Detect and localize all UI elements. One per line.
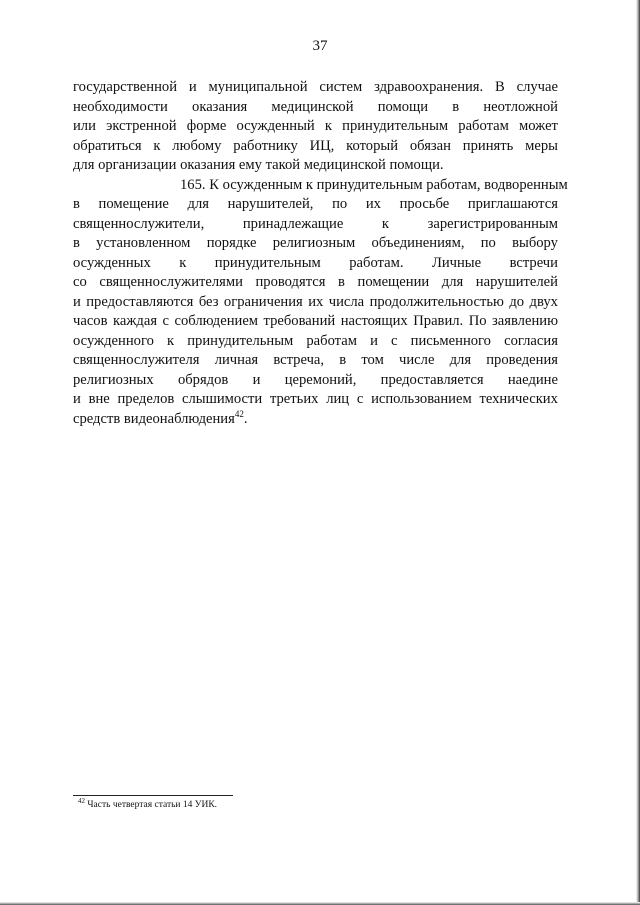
word: настоящих	[340, 313, 408, 329]
word: помещении	[357, 274, 430, 290]
text-line	[73, 371, 558, 391]
word: помещение	[98, 196, 169, 212]
text-line	[73, 312, 558, 332]
word: к	[179, 254, 187, 271]
word: экстренной	[106, 118, 177, 134]
word: приглашаются	[467, 196, 558, 212]
word: без	[198, 293, 219, 310]
paragraph-165	[73, 176, 568, 430]
word: требований	[263, 313, 336, 329]
footnote-number: 42	[78, 796, 85, 805]
word: по	[480, 235, 496, 251]
word: зарегистрированным	[427, 215, 558, 232]
text-line	[73, 195, 558, 215]
word: порядке	[206, 235, 257, 251]
word: церемоний,	[284, 371, 357, 388]
word: объединениям,	[371, 235, 465, 251]
word: который	[346, 137, 399, 154]
word: необходимости	[73, 98, 168, 115]
word: осужденный	[236, 118, 315, 134]
word: проведения	[486, 352, 558, 368]
word: обязан	[409, 137, 451, 154]
text-line: для организации оказания ему такой медицинской помощи.	[73, 157, 444, 173]
word: к	[324, 118, 332, 134]
word: и	[73, 391, 81, 407]
text-line	[73, 234, 558, 254]
text-line	[73, 137, 558, 157]
word: принудительным	[214, 254, 321, 271]
word: в	[452, 98, 460, 115]
word: для	[441, 274, 464, 290]
word: принадлежащие	[242, 215, 344, 232]
word: просьбе	[399, 196, 450, 212]
word: и	[73, 293, 81, 310]
word: для	[187, 196, 209, 212]
word: в	[339, 352, 347, 368]
word: пределов	[117, 391, 175, 407]
footnote-reference[interactable]: 42	[234, 408, 244, 419]
word: для	[449, 352, 472, 368]
text-line	[73, 78, 558, 98]
word: встреча,	[273, 352, 325, 368]
word: соблюдением	[174, 313, 259, 329]
word: обратиться	[73, 137, 142, 154]
word: до	[509, 293, 525, 310]
word: и	[370, 332, 378, 349]
word: с	[356, 391, 364, 407]
word: вне	[88, 391, 110, 407]
word: в	[338, 274, 345, 290]
word: и	[252, 371, 261, 388]
footnote	[78, 796, 218, 810]
body-text	[73, 78, 568, 429]
word: принудительным	[342, 118, 449, 134]
word: со	[73, 274, 87, 290]
word: продолжительностью	[369, 293, 504, 310]
word: работнику	[233, 137, 298, 154]
word: нарушителей,	[227, 196, 314, 212]
text-line	[73, 351, 558, 371]
word: неотложной	[483, 98, 558, 115]
word: или	[73, 118, 96, 134]
word: их	[308, 293, 324, 310]
word: ИЦ,	[309, 137, 335, 154]
text-line	[73, 332, 558, 352]
word: к	[153, 137, 161, 154]
word: с	[391, 332, 398, 349]
word: проводятся	[255, 274, 326, 290]
word: осужденных	[73, 254, 151, 271]
word: По	[468, 313, 487, 329]
word: и	[188, 79, 197, 95]
word: по	[332, 196, 348, 212]
word: осужденного	[73, 332, 154, 349]
word: использованием	[371, 391, 472, 407]
word: к	[381, 215, 390, 232]
word: лиц	[326, 391, 350, 407]
word: систем	[319, 79, 363, 95]
word: меры	[525, 137, 558, 154]
word: к	[167, 332, 175, 349]
word: том	[361, 352, 384, 368]
word: предоставляются	[86, 293, 194, 310]
footnote-text: Часть четвертая статьи 14 УИК.	[87, 800, 218, 810]
word: личная	[214, 352, 259, 368]
word: муниципальной	[208, 79, 308, 95]
word: священнослужителя	[73, 352, 200, 368]
word: числе	[399, 352, 435, 368]
word: заявлению	[492, 313, 558, 329]
text-line	[73, 273, 558, 293]
word: третьих	[269, 391, 319, 407]
page-number: 37	[312, 38, 328, 54]
text-line	[73, 254, 558, 274]
sentence-end: .	[243, 410, 248, 427]
word: В	[495, 79, 505, 95]
word: принять	[462, 137, 514, 154]
word: предоставляется	[380, 371, 484, 388]
text-line-last	[73, 410, 558, 430]
word: встречи	[509, 254, 558, 271]
word: религиозных	[73, 371, 154, 388]
word: работам.	[349, 254, 404, 271]
word: работам	[458, 118, 509, 134]
word: наедине	[507, 371, 558, 388]
word: часов	[73, 313, 108, 329]
word: работам	[306, 332, 357, 349]
word: ограничения	[223, 293, 303, 310]
word: обрядов	[177, 371, 229, 388]
paragraph-continued	[73, 78, 558, 176]
scan-edge-right	[636, 0, 640, 905]
word: может	[519, 118, 558, 134]
word: принудительным	[187, 332, 294, 349]
footnote-separator	[73, 795, 233, 796]
word: форме	[186, 118, 227, 134]
word: здравоохранения.	[374, 79, 484, 95]
text-line	[73, 390, 558, 410]
word: Правил.	[413, 313, 464, 329]
word: с	[162, 313, 170, 329]
word: религиозным	[272, 235, 356, 251]
text-line: 165. К осужденным к принудительным работам, водворенным	[180, 176, 568, 193]
word: в	[73, 196, 80, 212]
word: их	[365, 196, 381, 212]
word: помощи	[377, 98, 429, 115]
word: числа	[328, 293, 365, 310]
text-line	[73, 98, 558, 118]
word: слышимости	[182, 391, 263, 407]
text-line	[73, 215, 558, 235]
word: письменного	[410, 332, 491, 349]
word: нарушителей	[475, 274, 558, 290]
word: двух	[529, 293, 558, 310]
word: государственной	[73, 79, 178, 95]
word: в	[73, 235, 80, 251]
text-line-content: средств видеонаблюдения	[73, 410, 235, 427]
word: установленном	[96, 235, 191, 251]
word: случае	[516, 79, 558, 95]
word: выбору	[512, 235, 558, 251]
word: священнослужителями	[99, 274, 243, 290]
text-line	[73, 293, 558, 313]
word: священнослужители,	[73, 215, 205, 232]
word: медицинской	[271, 98, 354, 115]
word: Личные	[431, 254, 482, 271]
word: технических	[479, 391, 558, 407]
word: оказания	[192, 98, 248, 115]
word: любому	[172, 137, 222, 154]
text-line	[73, 117, 558, 137]
word: согласия	[504, 332, 558, 349]
word: каждая	[112, 313, 158, 329]
